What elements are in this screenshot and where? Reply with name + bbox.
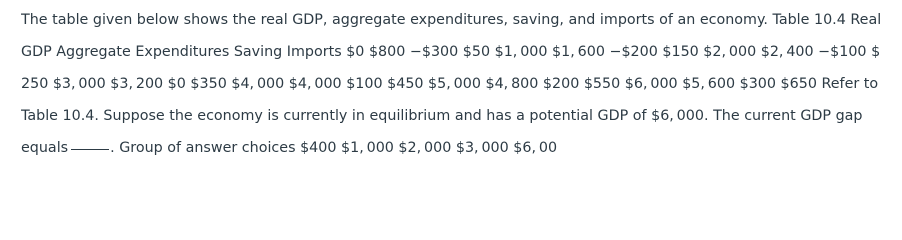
question-line-4: Table 10.4. Suppose the economy is currently in equilibrium and has a potential GDP of $6, 000. The current GDP gap — [21, 108, 863, 124]
question-text — [21, 4, 891, 164]
answer-blank — [71, 148, 109, 150]
line-5-prefix: equals — [21, 140, 69, 156]
question-line-5 — [21, 132, 891, 164]
line-5-suffix: . Group of answer choices $400 $1, 000 $2, 000 $3, 000 $6, 00 — [110, 140, 558, 156]
question-line-3: 250 $3, 000 $3, 200 $0 $350 $4, 000 $4, 000 $100 $450 $5, 000 $4, 800 $200 $550 $6, 000 $5, 600 $300 $650 Refer to — [21, 76, 879, 92]
question-line-1: The table given below shows the real GDP, aggregate expenditures, saving, and imports of an economy. Table 10.4 Real — [21, 12, 882, 28]
question-line-2: GDP Aggregate Expenditures Saving Imports $0 $800 −$300 $50 $1, 000 $1, 600 −$200 $150 $2, 000 $2, 400 −$100 $ — [21, 44, 881, 60]
